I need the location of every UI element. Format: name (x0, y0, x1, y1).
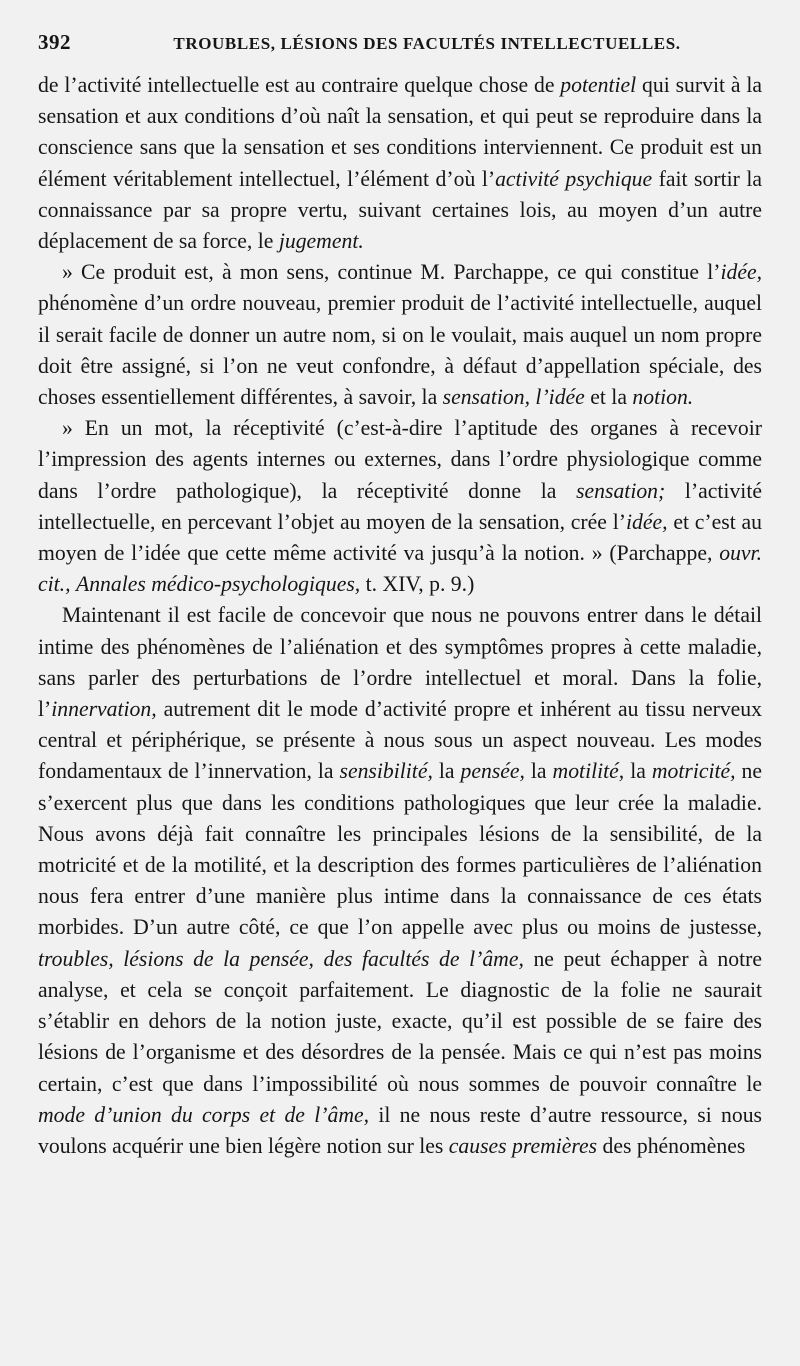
italic-run: ouvr. cit., (38, 541, 762, 597)
body-text (38, 70, 762, 1162)
text-run: autrement dit le mode d’activité propre et inhérent au tissu nerveux central et périphérique, se présente à nous sous un aspect nouveau. Les modes fondamentaux de l’innervation, la (38, 697, 762, 784)
text-run: il ne nous reste d’autre ressource, si nous voulons acquérir une bien légère notion sur les (38, 1102, 762, 1158)
italic-run: sensation, (442, 385, 530, 410)
running-head: TROUBLES, LÉSIONS DES FACULTÉS INTELLECTUELLES. (173, 34, 681, 53)
text-run: la (432, 759, 461, 784)
text-run: de l’activité intellectuelle est au contraire quelque chose de (38, 73, 561, 97)
text-run: Maintenant il est facile de concevoir que nous ne pouvons entrer dans le détail intime des phénomènes de l’aliénation et des symptômes propres à cette maladie, sans parler des perturbations de l’ordre intellectuel et moral. Dans la folie, l’ (38, 603, 762, 722)
page-header (38, 30, 762, 62)
paragraph-3 (38, 413, 762, 600)
text-run: qui survit à la sensation et aux conditions d’où naît la sensation, et qui peut se reproduire dans la conscience sans que la sensation et ses conditions interviennent. Ce produit est un élément véritablement intellectuel, l’élément d’où l’ (38, 73, 762, 191)
italic-run: sensibilité, (339, 759, 433, 784)
paragraph-1 (38, 70, 762, 257)
text-run: des phénomènes (597, 1133, 746, 1158)
text-run: » Ce produit est, à mon sens, continue M. Parchappe, ce qui constitue l’ (62, 260, 721, 285)
text-run: fait sortir la connaissance par sa propre vertu, suivant certaines lois, au moyen d’un autre déplacement de sa force, le (38, 166, 762, 254)
paragraph-4 (38, 600, 762, 1162)
italic-run: potentiel (560, 73, 637, 97)
page-number: 392 (38, 30, 71, 54)
italic-run: idée, (720, 260, 762, 285)
italic-run: activité psychique (495, 166, 653, 191)
text-run: ne s’exercent plus que dans les conditions pathologiques que leur crée la maladie. Nous avons déjà fait connaître les principales lésions de la sensibilité, de la motricité et de la motilité, et la description des formes particulières de l’aliénation nous fera entrer d’une manière plus intime dans la connaissance de ces états morbides. D’un autre côté, ce que l’on appelle avec plus ou moins de justesse, (38, 759, 763, 940)
text-run: et la (584, 385, 633, 410)
italic-run: l’idée (535, 385, 585, 410)
text-run: et c’est au moyen de l’idée que cette même activité va jusqu’à la notion. » (Parchappe, (38, 509, 762, 566)
italic-run: motricité, (651, 759, 736, 784)
italic-run: notion. (632, 385, 694, 410)
text-run: » En un mot, la réceptivité (c’est-à-dire l’aptitude des organes à recevoir l’impression des agents internes ou externes, dans l’ordre physiologique comme dans l’ordre pathologique), la réceptivité donne la (38, 416, 762, 503)
italic-run: causes premières (448, 1133, 598, 1158)
italic-run: jugement. (278, 229, 364, 254)
text-run: la (624, 759, 652, 784)
italic-run: motilité, (552, 759, 625, 784)
italic-run: idée, (625, 509, 668, 534)
italic-run: mode d’union du corps et de l’âme, (38, 1102, 370, 1127)
italic-run: pensée, (460, 759, 525, 784)
text-run: la (524, 759, 553, 784)
italic-run: Annales médico-psychologiques, (75, 572, 361, 597)
text-run: t. XIV, p. 9.) (360, 572, 475, 597)
text-run: l’activité intellectuelle, en percevant l’objet au moyen de la sensation, crée l’ (38, 478, 762, 534)
italic-run: innervation, (51, 697, 157, 722)
italic-run: troubles, lésions de la pensée, des facultés de l’âme, (38, 946, 524, 971)
text-run: phénomène d’un ordre nouveau, premier produit de l’activité intellectuelle, auquel il serait facile de donner un autre nom, si on le voulait, mais auquel un nom propre doit être assigné, si l’on ne veut confondre, à défaut d’appellation spéciale, des choses essentiellement différentes, à savoir, la (38, 291, 762, 410)
paragraph-2 (38, 257, 762, 413)
italic-run: sensation; (576, 478, 666, 503)
text-run: ne peut échapper à notre analyse, et cela se conçoit parfaitement. Le diagnostic de la folie ne saurait s’établir en dehors de la notion juste, exacte, qu’il est possible de se faire des lésions de l’organisme et des désordres de la pensée. Mais ce qui n’est pas moins certain, c’est que dans l’impossibilité où nous sommes de pouvoir connaître le (38, 946, 762, 1096)
